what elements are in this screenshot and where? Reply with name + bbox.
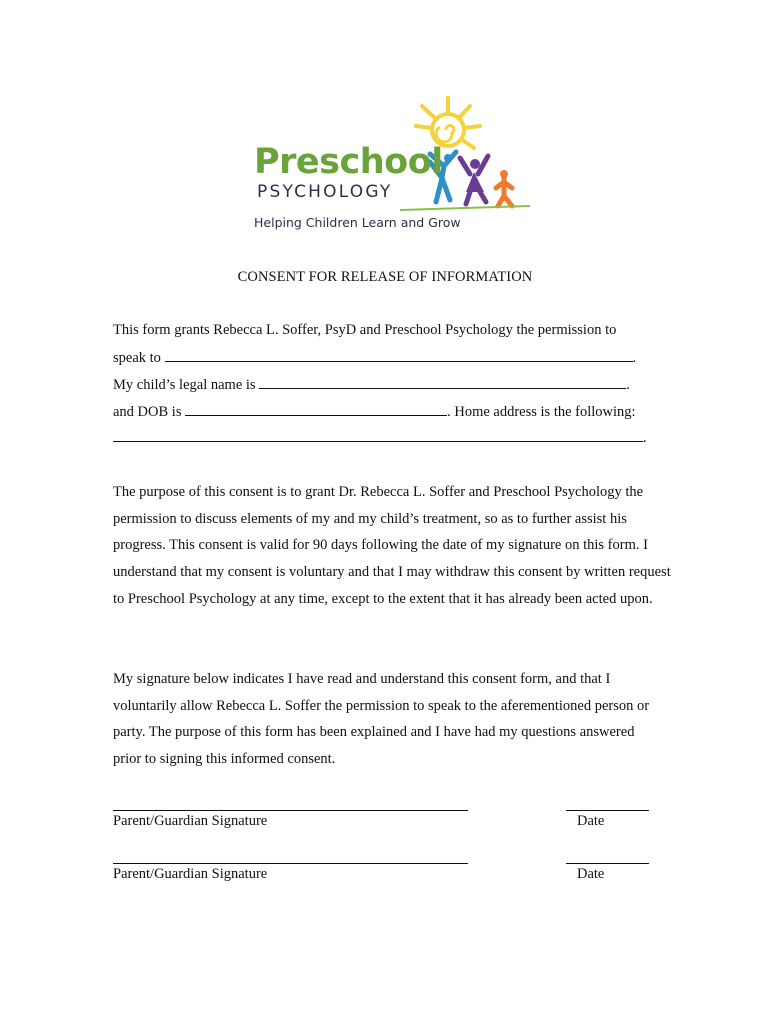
child-name-label: My child’s legal name is (113, 377, 256, 393)
preschool-psychology-logo (250, 92, 530, 237)
speak-to-label: speak to (113, 350, 161, 366)
period-mark: . (447, 404, 451, 420)
signature-statement-paragraph: My signature below indicates I have read and understand this consent form, and that I voluntarily allow Rebecca L. Soffer the permission to speak to the aferementioned person or party. The purpose of this form has been explained and I have had my questions answered prior to signing this informed consent. (113, 671, 650, 768)
date-label-1: Date (577, 813, 605, 829)
page-title: CONSENT FOR RELEASE OF INFORMATION (237, 269, 533, 285)
logo-tagline: Helping Children Learn and Grow (254, 215, 461, 230)
child-name-row (113, 376, 630, 394)
address-row (113, 429, 647, 447)
date-line-2[interactable] (566, 863, 649, 864)
logo-word-preschool: Preschool (254, 142, 443, 182)
address-field[interactable] (113, 429, 643, 442)
speak-to-row (113, 349, 636, 367)
signature-line-1[interactable] (113, 810, 468, 811)
signature-line-2[interactable] (113, 863, 468, 864)
purpose-paragraph: The purpose of this consent is to grant Dr. Rebecca L. Soffer and Preschool Psychology the permission to discuss elements of my and my child’s treatment, so as to further assist his progress. This consent is valid for 90 days following the date of my signature on this form. I understand that my consent is voluntary and that I may withdraw this consent by written request to Preschool Psychology at any time, except to the extent that it has already been acted upon. (113, 484, 671, 607)
period-mark: . (626, 377, 630, 393)
address-label: Home address is the following: (454, 404, 636, 420)
speak-to-field[interactable] (165, 349, 633, 362)
period-mark: . (632, 350, 637, 366)
dob-label: and DOB is (113, 404, 182, 420)
logo-word-psychology: PSYCHOLOGY (257, 182, 393, 202)
date-line-1[interactable] (566, 810, 649, 811)
form-intro-line: This form grants Rebecca L. Soffer, PsyD and Preschool Psychology the permission to (113, 322, 617, 338)
date-label-2: Date (577, 866, 605, 882)
dob-row (113, 403, 636, 421)
child-name-field[interactable] (259, 376, 626, 389)
period-mark: . (643, 430, 647, 446)
dob-field[interactable] (185, 403, 447, 416)
signature-label-1: Parent/Guardian Signature (113, 813, 268, 829)
signature-label-2: Parent/Guardian Signature (113, 866, 268, 882)
